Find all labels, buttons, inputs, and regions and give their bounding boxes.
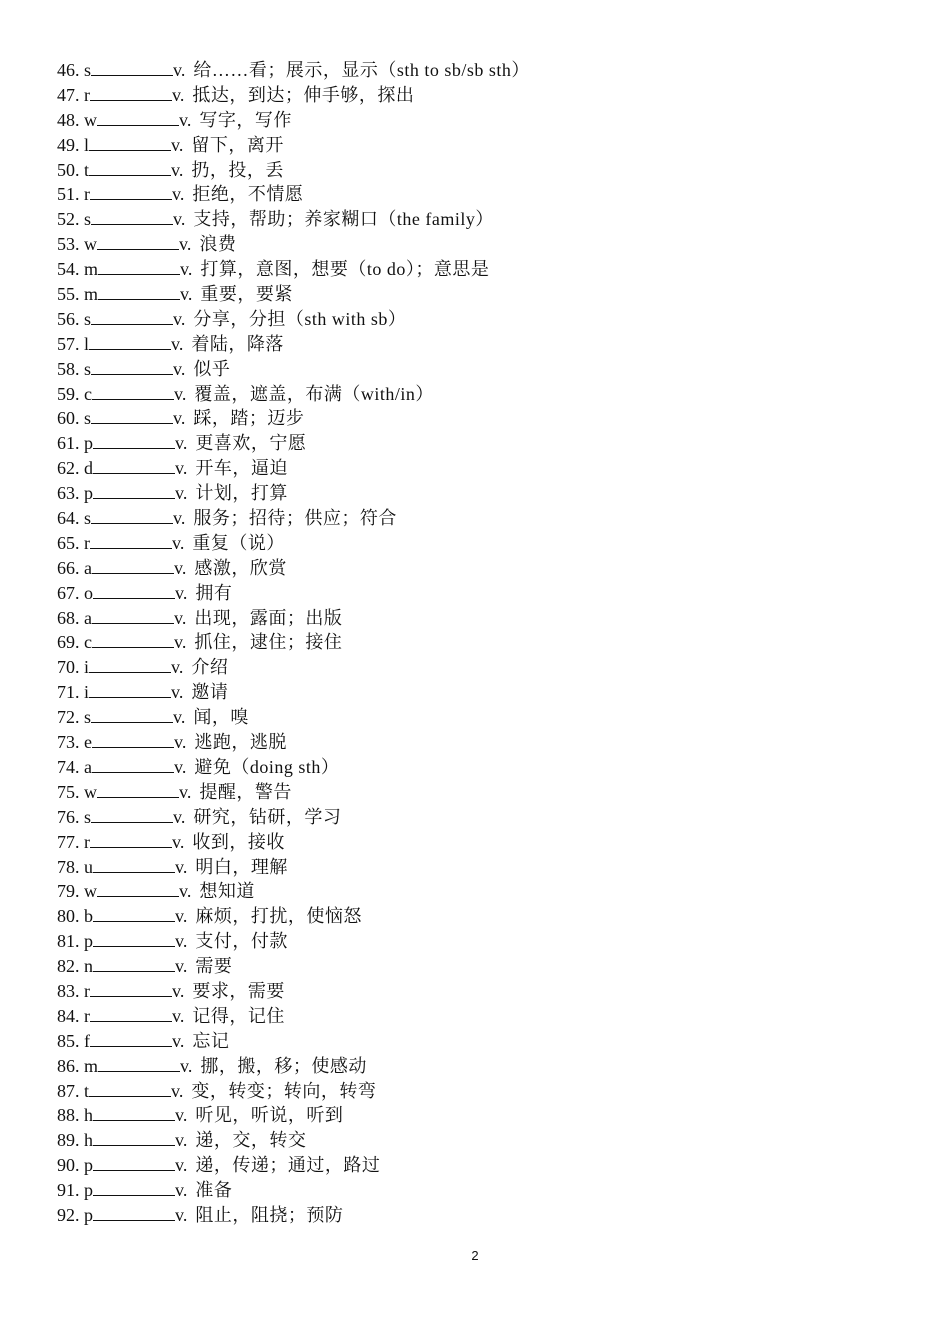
entry-first-letter: i	[84, 657, 90, 678]
entry-number: 48.	[57, 109, 80, 130]
entry-first-letter: h	[84, 1105, 93, 1126]
entry-meaning: 抵达，到达；伸手够，探出	[192, 84, 415, 105]
vocab-entry	[57, 830, 530, 855]
entry-meaning: 递，交，转交	[195, 1130, 307, 1151]
entry-meaning: 邀请	[191, 682, 229, 703]
entry-number: 68.	[57, 607, 80, 628]
part-of-speech: v.	[174, 632, 187, 653]
fill-in-blank	[93, 1156, 175, 1171]
entry-number: 54.	[57, 259, 80, 280]
vocab-entry	[57, 1203, 530, 1228]
entry-meaning: 明白，理解	[195, 856, 288, 877]
entry-number: 69.	[57, 632, 80, 653]
vocab-entry	[57, 506, 530, 531]
part-of-speech: v.	[173, 60, 186, 80]
entry-first-letter: s	[84, 308, 92, 329]
entry-number: 71.	[57, 682, 80, 703]
entry-meaning: 重复（说）	[192, 532, 285, 553]
part-of-speech: v.	[179, 234, 192, 255]
part-of-speech: v.	[175, 458, 188, 479]
part-of-speech: v.	[175, 1204, 188, 1225]
part-of-speech: v.	[175, 856, 188, 877]
entry-number: 58.	[57, 358, 80, 379]
entry-first-letter: n	[84, 956, 93, 977]
vocab-entry	[57, 182, 530, 207]
part-of-speech: v.	[173, 508, 186, 529]
vocab-entry	[57, 58, 530, 83]
entry-meaning: 闻，嗅	[193, 707, 249, 728]
part-of-speech: v.	[171, 134, 184, 155]
entry-number: 66.	[57, 557, 80, 578]
part-of-speech: v.	[175, 906, 188, 927]
entry-first-letter: w	[84, 881, 97, 902]
part-of-speech: v.	[171, 682, 184, 703]
entry-meaning: 拥有	[195, 582, 233, 603]
entry-first-letter: w	[84, 109, 97, 130]
entry-first-letter: m	[84, 284, 99, 305]
entry-number: 49.	[57, 134, 80, 155]
entry-number: 84.	[57, 1005, 80, 1026]
entry-meaning: 似乎	[193, 358, 231, 379]
page-number: 2	[471, 1248, 479, 1263]
fill-in-blank	[89, 658, 171, 673]
entry-meaning: 研究，钻研，学习	[193, 806, 342, 827]
entry-meaning: 准备	[195, 1180, 233, 1201]
vocab-entry	[57, 805, 530, 830]
entry-first-letter: o	[84, 582, 93, 603]
entry-first-letter: p	[84, 931, 93, 952]
vocab-entry	[57, 108, 530, 133]
entry-number: 57.	[57, 333, 80, 354]
entry-first-letter: r	[84, 980, 90, 1001]
vocab-entry	[57, 705, 530, 730]
fill-in-blank	[98, 260, 180, 275]
entry-meaning: 拒绝，不情愿	[192, 184, 304, 205]
part-of-speech: v.	[173, 308, 186, 329]
vocab-entry	[57, 630, 530, 655]
fill-in-blank	[91, 210, 173, 225]
part-of-speech: v.	[175, 1130, 188, 1151]
vocab-entry	[57, 855, 530, 880]
vocab-entry	[57, 780, 530, 805]
entry-first-letter: r	[84, 831, 90, 852]
entry-number: 53.	[57, 234, 80, 255]
fill-in-blank	[90, 982, 172, 997]
entry-number: 81.	[57, 931, 80, 952]
entry-number: 74.	[57, 756, 80, 777]
fill-in-blank	[93, 957, 175, 972]
entry-number: 78.	[57, 856, 80, 877]
vocab-entry	[57, 531, 530, 556]
part-of-speech: v.	[172, 1005, 185, 1026]
entry-number: 63.	[57, 483, 80, 504]
entry-number: 85.	[57, 1030, 80, 1051]
entry-number: 46.	[57, 60, 80, 80]
fill-in-blank	[93, 932, 175, 947]
fill-in-blank	[91, 360, 173, 375]
entry-number: 89.	[57, 1130, 80, 1151]
part-of-speech: v.	[180, 1055, 193, 1076]
part-of-speech: v.	[172, 831, 185, 852]
vocab-entry	[57, 1079, 530, 1104]
fill-in-blank	[90, 1032, 172, 1047]
entry-meaning: 更喜欢，宁愿	[195, 433, 307, 454]
vocab-entry	[57, 755, 530, 780]
vocab-entry	[57, 357, 530, 382]
part-of-speech: v.	[173, 209, 186, 230]
entry-number: 91.	[57, 1180, 80, 1201]
entry-number: 56.	[57, 308, 80, 329]
entry-meaning: 重要，要紧	[200, 284, 293, 305]
entry-first-letter: e	[84, 732, 92, 753]
entry-meaning: 提醒，警告	[199, 781, 292, 802]
vocab-entry	[57, 1178, 530, 1203]
part-of-speech: v.	[171, 333, 184, 354]
entry-meaning: 给……看；展示，显示（sth to sb/sb sth）	[193, 60, 530, 80]
vocab-entry	[57, 431, 530, 456]
vocab-entry	[57, 1153, 530, 1178]
fill-in-blank	[97, 783, 179, 798]
entry-number: 77.	[57, 831, 80, 852]
entry-first-letter: m	[84, 1055, 99, 1076]
fill-in-blank	[91, 708, 173, 723]
entry-meaning: 变，转变；转向，转弯	[191, 1080, 377, 1101]
entry-meaning: 阻止，阻挠；预防	[195, 1204, 344, 1225]
fill-in-blank	[92, 758, 174, 773]
fill-in-blank	[92, 559, 174, 574]
entry-first-letter: p	[84, 1204, 93, 1225]
fill-in-blank	[90, 833, 172, 848]
vocab-entry	[57, 1054, 530, 1079]
part-of-speech: v.	[171, 159, 184, 180]
part-of-speech: v.	[179, 109, 192, 130]
fill-in-blank	[97, 111, 179, 126]
part-of-speech: v.	[175, 956, 188, 977]
entry-meaning: 避免（doing sth）	[194, 756, 340, 777]
part-of-speech: v.	[180, 284, 193, 305]
entry-first-letter: d	[84, 458, 93, 479]
entry-number: 92.	[57, 1204, 80, 1225]
vocab-entry	[57, 1103, 530, 1128]
entry-meaning: 覆盖，遮盖，布满（with/in）	[194, 383, 434, 404]
fill-in-blank	[93, 459, 175, 474]
entry-meaning: 支持，帮助；养家糊口（the family）	[193, 209, 494, 230]
entry-number: 73.	[57, 732, 80, 753]
vocab-entry	[57, 680, 530, 705]
entry-meaning: 支付，付款	[195, 931, 288, 952]
entry-number: 79.	[57, 881, 80, 902]
vocab-entry	[57, 257, 530, 282]
fill-in-blank	[89, 1082, 171, 1097]
vocab-entry	[57, 307, 530, 332]
fill-in-blank	[91, 509, 173, 524]
part-of-speech: v.	[180, 259, 193, 280]
part-of-speech: v.	[172, 1030, 185, 1051]
fill-in-blank	[93, 1181, 175, 1196]
fill-in-blank	[91, 61, 173, 76]
vocab-entry	[57, 133, 530, 158]
part-of-speech: v.	[173, 806, 186, 827]
entry-first-letter: c	[84, 383, 92, 404]
vocab-entry	[57, 382, 530, 407]
vocab-entry	[57, 1029, 530, 1054]
fill-in-blank	[93, 1106, 175, 1121]
entry-number: 55.	[57, 284, 80, 305]
vocab-entry	[57, 730, 530, 755]
part-of-speech: v.	[174, 383, 187, 404]
entry-number: 70.	[57, 657, 80, 678]
entry-number: 88.	[57, 1105, 80, 1126]
part-of-speech: v.	[171, 657, 184, 678]
vocab-entry	[57, 581, 530, 606]
entry-meaning: 着陆，降落	[191, 333, 284, 354]
entry-meaning: 收到，接收	[192, 831, 285, 852]
fill-in-blank	[91, 409, 173, 424]
part-of-speech: v.	[173, 408, 186, 429]
entry-first-letter: p	[84, 433, 93, 454]
entry-number: 72.	[57, 707, 80, 728]
entry-first-letter: a	[84, 756, 92, 777]
entry-first-letter: p	[84, 1155, 93, 1176]
entry-number: 83.	[57, 980, 80, 1001]
entry-first-letter: a	[84, 557, 92, 578]
entry-meaning: 打算，意图，想要（to do）；意思是	[200, 259, 490, 280]
part-of-speech: v.	[179, 881, 192, 902]
entry-meaning: 想知道	[199, 881, 255, 902]
entry-first-letter: s	[84, 707, 92, 728]
part-of-speech: v.	[173, 707, 186, 728]
fill-in-blank	[93, 1131, 175, 1146]
vocab-entry	[57, 929, 530, 954]
vocab-entry	[57, 879, 530, 904]
entry-number: 52.	[57, 209, 80, 230]
entry-number: 61.	[57, 433, 80, 454]
entry-number: 64.	[57, 508, 80, 529]
fill-in-blank	[92, 633, 174, 648]
vocab-entry	[57, 456, 530, 481]
fill-in-blank	[93, 1206, 175, 1221]
entry-meaning: 记得，记住	[192, 1005, 285, 1026]
entry-number: 50.	[57, 159, 80, 180]
entry-first-letter: r	[84, 84, 90, 105]
entry-first-letter: m	[84, 259, 99, 280]
entry-first-letter: r	[84, 1005, 90, 1026]
part-of-speech: v.	[175, 1155, 188, 1176]
entry-meaning: 服务；招待；供应；符合	[193, 508, 397, 529]
vocab-entry	[57, 207, 530, 232]
part-of-speech: v.	[173, 358, 186, 379]
part-of-speech: v.	[174, 557, 187, 578]
entry-number: 47.	[57, 84, 80, 105]
vocab-entry	[57, 83, 530, 108]
fill-in-blank	[91, 310, 173, 325]
entry-meaning: 感激，欣赏	[194, 557, 287, 578]
vocab-entry	[57, 1128, 530, 1153]
fill-in-blank	[93, 584, 175, 599]
fill-in-blank	[92, 385, 174, 400]
entry-meaning: 写字，写作	[199, 109, 292, 130]
entry-first-letter: s	[84, 358, 92, 379]
entry-meaning: 浪费	[199, 234, 237, 255]
entry-number: 82.	[57, 956, 80, 977]
entry-meaning: 抓住，逮住；接住	[194, 632, 343, 653]
fill-in-blank	[91, 808, 173, 823]
part-of-speech: v.	[174, 756, 187, 777]
vocabulary-list	[57, 58, 530, 1228]
vocab-entry	[57, 332, 530, 357]
entry-first-letter: s	[84, 408, 92, 429]
part-of-speech: v.	[175, 582, 188, 603]
part-of-speech: v.	[175, 483, 188, 504]
vocab-entry	[57, 158, 530, 183]
entry-number: 87.	[57, 1080, 80, 1101]
fill-in-blank	[90, 1007, 172, 1022]
entry-first-letter: r	[84, 532, 90, 553]
entry-number: 75.	[57, 781, 80, 802]
entry-first-letter: s	[84, 508, 92, 529]
vocab-entry	[57, 979, 530, 1004]
vocab-entry	[57, 655, 530, 680]
entry-first-letter: w	[84, 781, 97, 802]
fill-in-blank	[92, 733, 174, 748]
vocab-entry	[57, 954, 530, 979]
entry-first-letter: b	[84, 906, 93, 927]
entry-first-letter: w	[84, 234, 97, 255]
fill-in-blank	[92, 609, 174, 624]
fill-in-blank	[89, 136, 171, 151]
entry-meaning: 分享，分担（sth with sb）	[193, 308, 407, 329]
fill-in-blank	[97, 882, 179, 897]
fill-in-blank	[93, 434, 175, 449]
fill-in-blank	[89, 335, 171, 350]
fill-in-blank	[90, 185, 172, 200]
part-of-speech: v.	[174, 732, 187, 753]
fill-in-blank	[90, 534, 172, 549]
part-of-speech: v.	[175, 433, 188, 454]
vocab-entry	[57, 481, 530, 506]
entry-meaning: 踩，踏；迈步	[193, 408, 305, 429]
entry-first-letter: u	[84, 856, 93, 877]
vocab-entry	[57, 556, 530, 581]
entry-meaning: 递，传递；通过，路过	[195, 1155, 381, 1176]
part-of-speech: v.	[172, 184, 185, 205]
fill-in-blank	[90, 86, 172, 101]
entry-first-letter: s	[84, 806, 92, 827]
entry-first-letter: t	[84, 159, 90, 180]
entry-first-letter: l	[84, 134, 90, 155]
entry-meaning: 计划，打算	[195, 483, 288, 504]
entry-number: 60.	[57, 408, 80, 429]
entry-number: 67.	[57, 582, 80, 603]
entry-meaning: 逃跑，逃脱	[194, 732, 287, 753]
entry-first-letter: p	[84, 483, 93, 504]
fill-in-blank	[98, 285, 180, 300]
entry-first-letter: f	[84, 1030, 90, 1051]
fill-in-blank	[89, 683, 171, 698]
part-of-speech: v.	[172, 84, 185, 105]
entry-number: 80.	[57, 906, 80, 927]
entry-first-letter: a	[84, 607, 92, 628]
entry-first-letter: h	[84, 1130, 93, 1151]
part-of-speech: v.	[175, 1105, 188, 1126]
entry-first-letter: s	[84, 209, 92, 230]
vocab-entry	[57, 1004, 530, 1029]
fill-in-blank	[98, 1057, 180, 1072]
entry-first-letter: p	[84, 1180, 93, 1201]
part-of-speech: v.	[172, 532, 185, 553]
entry-first-letter: r	[84, 184, 90, 205]
entry-meaning: 介绍	[191, 657, 229, 678]
entry-first-letter: t	[84, 1080, 90, 1101]
entry-number: 59.	[57, 383, 80, 404]
entry-number: 90.	[57, 1155, 80, 1176]
entry-meaning: 扔，投，丢	[191, 159, 284, 180]
entry-first-letter: i	[84, 682, 90, 703]
part-of-speech: v.	[171, 1080, 184, 1101]
entry-first-letter: c	[84, 632, 92, 653]
vocab-entry	[57, 282, 530, 307]
fill-in-blank	[97, 235, 179, 250]
entry-meaning: 麻烦，打扰，使恼怒	[195, 906, 362, 927]
entry-number: 65.	[57, 532, 80, 553]
vocab-entry	[57, 606, 530, 631]
entry-number: 86.	[57, 1055, 80, 1076]
fill-in-blank	[93, 907, 175, 922]
entry-number: 76.	[57, 806, 80, 827]
entry-meaning: 出现，露面；出版	[194, 607, 343, 628]
fill-in-blank	[93, 484, 175, 499]
entry-first-letter: s	[84, 60, 92, 80]
part-of-speech: v.	[172, 980, 185, 1001]
part-of-speech: v.	[179, 781, 192, 802]
part-of-speech: v.	[175, 1180, 188, 1201]
vocab-entry	[57, 232, 530, 257]
fill-in-blank	[93, 858, 175, 873]
entry-meaning: 开车，逼迫	[195, 458, 288, 479]
entry-number: 51.	[57, 184, 80, 205]
entry-meaning: 需要	[195, 956, 233, 977]
entry-meaning: 要求，需要	[192, 980, 285, 1001]
entry-meaning: 留下，离开	[191, 134, 284, 155]
vocab-entry	[57, 904, 530, 929]
entry-first-letter: l	[84, 333, 90, 354]
fill-in-blank	[89, 161, 171, 176]
part-of-speech: v.	[175, 931, 188, 952]
vocab-entry	[57, 406, 530, 431]
entry-number: 62.	[57, 458, 80, 479]
entry-meaning: 忘记	[192, 1030, 230, 1051]
entry-meaning: 听见，听说，听到	[195, 1105, 344, 1126]
entry-meaning: 挪，搬，移；使感动	[200, 1055, 367, 1076]
part-of-speech: v.	[174, 607, 187, 628]
